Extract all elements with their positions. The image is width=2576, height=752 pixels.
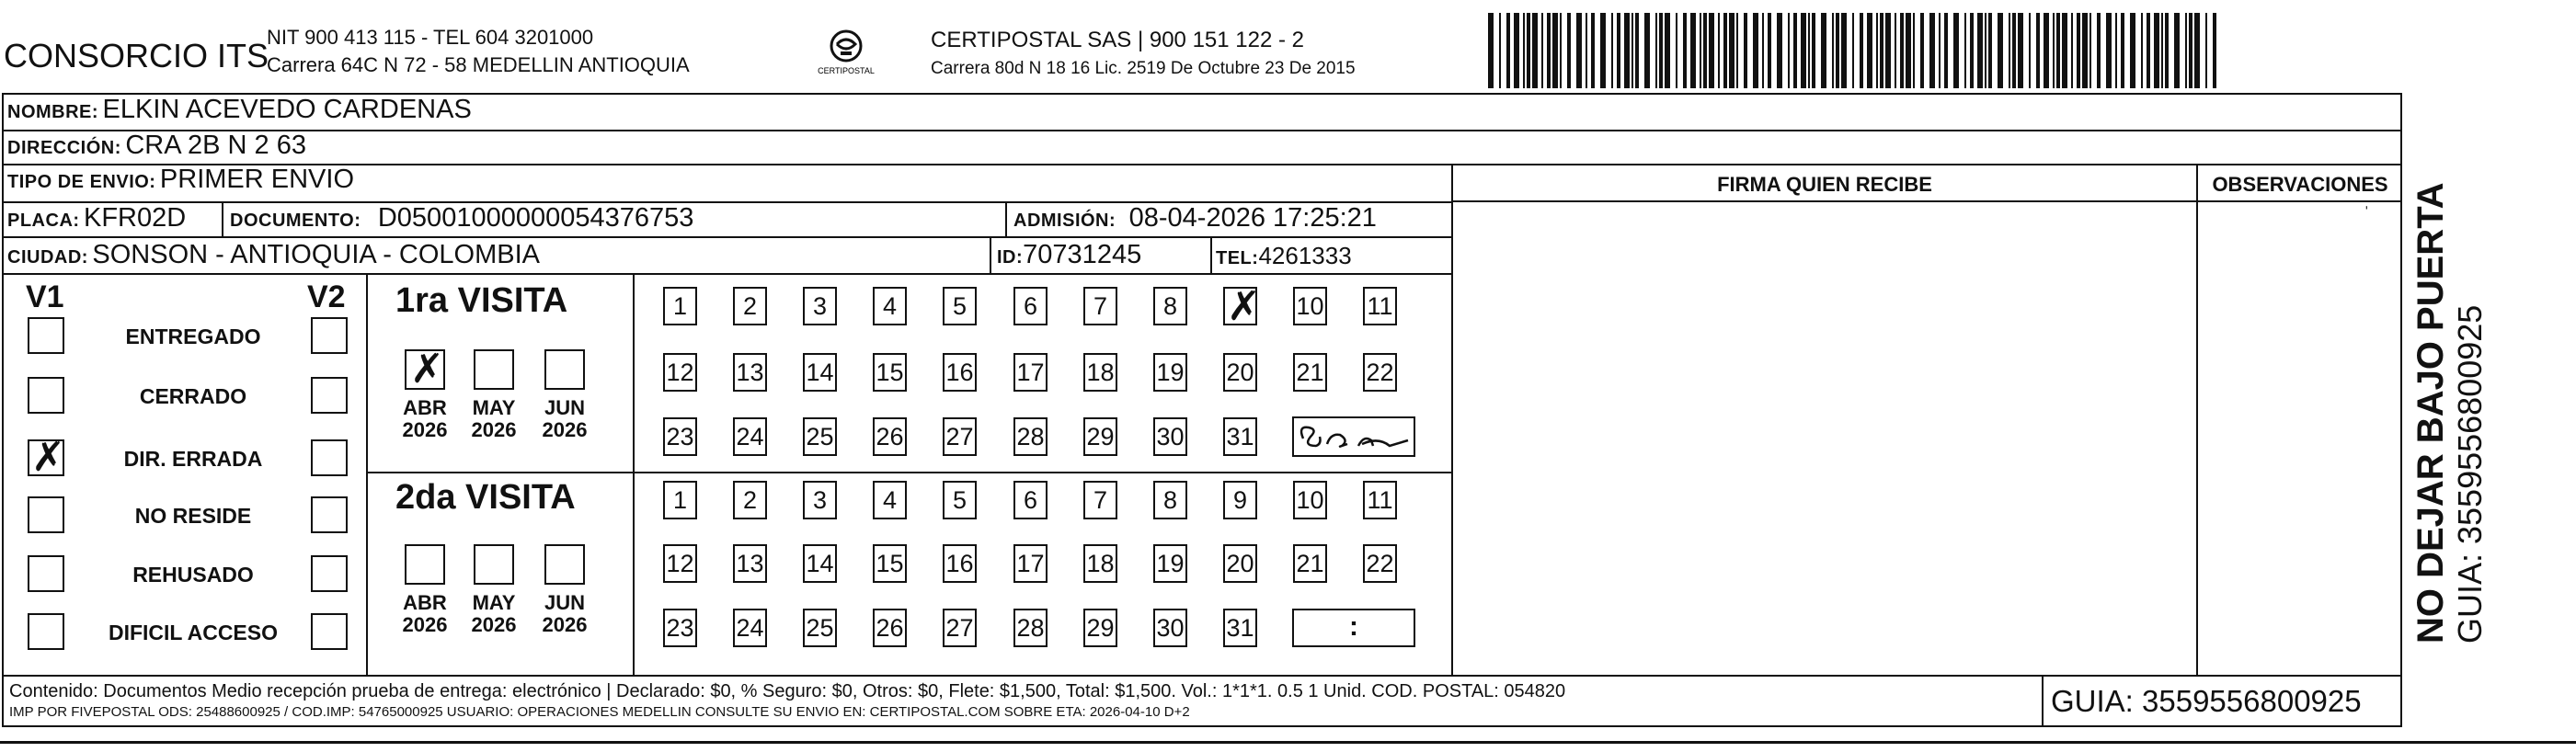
day-box-31[interactable]: 31 xyxy=(1223,609,1257,647)
barcode-bar xyxy=(2062,13,2067,88)
status-option-label: DIFICIL ACCESO xyxy=(108,621,278,644)
barcode-bar xyxy=(1576,13,1582,88)
visita1-time-box[interactable] xyxy=(1292,416,1415,457)
day-box-21[interactable]: 21 xyxy=(1293,544,1327,583)
footer-contenido: Contenido: Documentos Medio recepción prueba de entrega: electrónico | Declarado: $0, % Seguro: $0, Otros: $0, Flete: $1,500, Total: $1,500. Vol.: 1*1*1. 0.5 1 Unid. COD. POSTAL: 054820 xyxy=(9,681,1566,701)
month-checkbox[interactable] xyxy=(405,346,445,393)
day-box-10[interactable]: 10 xyxy=(1293,287,1327,325)
admision-row xyxy=(1013,203,1377,234)
direccion-row xyxy=(7,131,306,161)
day-box-26[interactable]: 26 xyxy=(873,609,907,647)
company-nit: NIT 900 413 115 - TEL 604 3201000 xyxy=(267,26,594,49)
documento-label: DOCUMENTO: xyxy=(230,211,361,231)
day-box-17[interactable]: 17 xyxy=(1013,353,1048,392)
day-box-14[interactable]: 14 xyxy=(803,353,837,392)
barcode-bar xyxy=(2089,13,2091,88)
barcode-bar xyxy=(1703,13,1707,88)
day-box-4[interactable]: 4 xyxy=(873,481,907,519)
divider xyxy=(222,201,223,236)
day-box-9[interactable]: 9 xyxy=(1223,481,1257,519)
side-warning: NO DEJAR BAJO PUERTA xyxy=(2410,182,2451,644)
day-box-4[interactable]: 4 xyxy=(873,287,907,325)
check-mark-icon: ✗ xyxy=(410,346,444,393)
barcode-bar xyxy=(2036,13,2040,88)
barcode-bar xyxy=(2029,13,2031,88)
status-option-label: CERRADO xyxy=(139,384,247,408)
day-box-12[interactable]: 12 xyxy=(663,353,697,392)
barcode-bar xyxy=(2056,13,2060,88)
barcode-bar xyxy=(1885,13,1891,88)
barcode-bar xyxy=(1560,13,1562,88)
bottom-rule xyxy=(0,741,2576,744)
barcode-bar xyxy=(1793,13,1797,88)
day-box-28[interactable]: 28 xyxy=(1013,609,1048,647)
day-box-18[interactable]: 18 xyxy=(1083,353,1117,392)
barcode-bar xyxy=(1736,13,1738,88)
barcode-bar xyxy=(2044,13,2049,88)
barcode-bar xyxy=(1586,13,1587,88)
day-box-27[interactable]: 27 xyxy=(943,417,977,456)
barcode-bar xyxy=(2121,13,2124,88)
barcode-bar xyxy=(1762,13,1764,88)
year-label: 2026 xyxy=(542,613,588,636)
day-box-20[interactable]: 20 xyxy=(1223,544,1257,583)
status-option-label: ENTREGADO xyxy=(125,325,261,348)
barcode-bar xyxy=(1939,13,1941,88)
barcode-bar xyxy=(2106,13,2112,88)
v2-checkbox[interactable] xyxy=(311,439,348,476)
day-box-24[interactable]: 24 xyxy=(733,609,767,647)
barcode-bar xyxy=(1985,13,1986,88)
barcode-bar xyxy=(1998,13,2003,88)
barcode-bar xyxy=(2147,13,2150,88)
day-box-14[interactable]: 14 xyxy=(803,544,837,583)
barcode-bar xyxy=(1690,13,1696,88)
firma-area[interactable] xyxy=(1453,202,2196,673)
day-box-5[interactable]: 5 xyxy=(943,481,977,519)
day-box-16[interactable]: 16 xyxy=(943,353,977,392)
documento-row xyxy=(230,203,693,234)
barcode-bar xyxy=(2174,13,2180,88)
month-label: MAY xyxy=(472,591,516,614)
day-box-7[interactable]: 7 xyxy=(1083,287,1117,325)
barcode-bar xyxy=(1644,13,1650,88)
divider xyxy=(1210,236,1212,273)
status-option-label: REHUSADO xyxy=(132,563,254,587)
barcode-bar xyxy=(1777,13,1782,88)
v1-checkbox[interactable] xyxy=(28,496,64,533)
barcode-bar xyxy=(1812,13,1815,88)
barcode-bar xyxy=(2115,13,2117,88)
v1-checkbox[interactable] xyxy=(28,613,64,650)
barcode-bar xyxy=(1600,13,1606,88)
barcode-bar xyxy=(1527,13,1530,88)
barcode-bar xyxy=(1906,13,1911,88)
month-label: ABR xyxy=(403,396,447,419)
day-box-26[interactable]: 26 xyxy=(873,417,907,456)
day-box-16[interactable]: 16 xyxy=(943,544,977,583)
day-box-23[interactable]: 23 xyxy=(663,609,697,647)
divider xyxy=(2,164,2402,165)
divider xyxy=(1005,201,1007,236)
day-box-10[interactable]: 10 xyxy=(1293,481,1327,519)
month-label: ABR xyxy=(403,591,447,614)
day-box-25[interactable]: 25 xyxy=(803,417,837,456)
barcode-bar xyxy=(1591,13,1595,88)
divider xyxy=(2,273,1451,275)
day-box-18[interactable]: 18 xyxy=(1083,544,1117,583)
barcode-bar xyxy=(2130,13,2135,88)
day-box-28[interactable]: 28 xyxy=(1013,417,1048,456)
month-checkbox[interactable] xyxy=(474,349,514,390)
v1-checkbox[interactable] xyxy=(28,317,64,354)
barcode xyxy=(1486,13,2222,88)
barcode-bar xyxy=(1753,13,1758,88)
barcode-bar xyxy=(1852,13,1854,88)
barcode-bar xyxy=(1988,13,1992,88)
barcode-bar xyxy=(1788,13,1790,88)
divider xyxy=(2,130,2402,131)
barcode-bar xyxy=(2165,13,2169,88)
v1-checkbox[interactable] xyxy=(28,434,65,481)
admision-value: 08-04-2026 17:25:21 xyxy=(1128,203,1377,233)
v1-checkbox[interactable] xyxy=(28,377,64,414)
barcode-bar xyxy=(2097,13,2101,88)
side-text xyxy=(2410,92,2489,644)
barcode-bar xyxy=(2154,13,2159,88)
visita1-divider xyxy=(633,273,635,472)
barcode-bar xyxy=(1880,13,1883,88)
day-box-22[interactable]: 22 xyxy=(1363,544,1397,583)
tel-row xyxy=(1216,242,1352,270)
barcode-bar xyxy=(1895,13,1896,88)
barcode-bar xyxy=(1532,13,1538,88)
company-address: Carrera 64C N 72 - 58 MEDELLIN ANTIOQUIA xyxy=(267,53,690,76)
barcode-bar xyxy=(1631,13,1633,88)
handwritten-time xyxy=(1294,418,1414,455)
id-label: ID: xyxy=(997,247,1024,268)
day-box-6[interactable]: 6 xyxy=(1013,481,1048,519)
day-box-3[interactable]: 3 xyxy=(803,287,837,325)
barcode-bar xyxy=(1683,13,1687,88)
observaciones-area[interactable] xyxy=(2198,202,2402,673)
barcode-bar xyxy=(2082,13,2088,88)
barcode-bar xyxy=(2071,13,2073,88)
v2-label: V2 xyxy=(307,279,346,314)
barcode-bar xyxy=(1506,13,1510,88)
barcode-bar xyxy=(1617,13,1620,88)
ciudad-value: SONSON - ANTIOQUIA - COLOMBIA xyxy=(92,240,541,269)
day-box-17[interactable]: 17 xyxy=(1013,544,1048,583)
barcode-bar xyxy=(1488,13,1494,88)
placa-value: KFR02D xyxy=(84,203,187,233)
barcode-bar xyxy=(2012,13,2016,88)
barcode-bar xyxy=(2213,13,2216,88)
visita2-time-box[interactable]: : xyxy=(1292,609,1415,647)
barcode-bar xyxy=(1709,13,1714,88)
visita2-divider xyxy=(633,472,635,675)
day-box-15[interactable]: 15 xyxy=(873,353,907,392)
side-guia: GUIA: 3559556800925 xyxy=(2451,304,2489,644)
v2-checkbox[interactable] xyxy=(311,317,348,354)
day-box-22[interactable]: 22 xyxy=(1363,353,1397,392)
barcode-bar xyxy=(1841,13,1847,88)
tel-value: 4261333 xyxy=(1258,242,1352,269)
status-right-border xyxy=(366,273,368,675)
barcode-bar xyxy=(1768,13,1771,88)
day-box-29[interactable]: 29 xyxy=(1083,609,1117,647)
day-box-29[interactable]: 29 xyxy=(1083,417,1117,456)
barcode-bar xyxy=(1659,13,1663,88)
certipostal-logo xyxy=(809,26,883,85)
barcode-bar xyxy=(1567,13,1571,88)
check-mark-icon: ✗ xyxy=(1227,283,1261,330)
day-box-1[interactable]: 1 xyxy=(663,287,697,325)
license-line: Carrera 80d N 18 16 Lic. 2519 De Octubre 23 De 2015 xyxy=(931,59,1356,78)
documento-value: D05001000000054376753 xyxy=(377,203,694,233)
day-box-13[interactable]: 13 xyxy=(733,353,767,392)
barcode-bar xyxy=(1801,13,1806,88)
day-box-13[interactable]: 13 xyxy=(733,544,767,583)
month-label: JUN xyxy=(544,591,585,614)
placa-label: PLACA: xyxy=(7,211,80,231)
day-box-9[interactable] xyxy=(1223,283,1261,330)
day-box-27[interactable]: 27 xyxy=(943,609,977,647)
v2-checkbox[interactable] xyxy=(311,377,348,414)
placa-row xyxy=(7,203,186,234)
year-label: 2026 xyxy=(542,418,588,441)
admision-label: ADMISIÓN: xyxy=(1013,211,1116,231)
barcode-bar xyxy=(1723,13,1727,88)
v2-checkbox[interactable] xyxy=(311,496,348,533)
tel-label: TEL: xyxy=(1216,248,1259,268)
visita1-title: 1ra VISITA xyxy=(395,281,568,320)
barcode-bar xyxy=(1876,13,1878,88)
month-label: JUN xyxy=(544,396,585,419)
v1-checkbox[interactable] xyxy=(28,555,64,592)
month-checkbox[interactable] xyxy=(544,544,585,585)
day-box-5[interactable]: 5 xyxy=(943,287,977,325)
barcode-bar xyxy=(2018,13,2023,88)
id-value: 70731245 xyxy=(1023,240,1142,269)
v2-checkbox[interactable] xyxy=(311,555,348,592)
barcode-bar xyxy=(1499,13,1501,88)
barcode-bar xyxy=(2141,13,2143,88)
barcode-bar xyxy=(1729,13,1735,88)
month-checkbox[interactable] xyxy=(405,544,445,585)
barcode-bar xyxy=(1655,13,1657,88)
day-box-7[interactable]: 7 xyxy=(1083,481,1117,519)
ciudad-row xyxy=(7,240,540,270)
day-box-19[interactable]: 19 xyxy=(1153,353,1187,392)
barcode-bar xyxy=(2009,13,2010,88)
barcode-bar xyxy=(1611,13,1613,88)
barcode-bar xyxy=(1953,13,1959,88)
barcode-bar xyxy=(1920,13,1924,88)
day-box-2[interactable]: 2 xyxy=(733,287,767,325)
barcode-bar xyxy=(1821,13,1826,88)
barcode-bar xyxy=(1913,13,1915,88)
barcode-bar xyxy=(2185,13,2187,88)
month-label: MAY xyxy=(472,396,516,419)
barcode-bar xyxy=(1635,13,1639,88)
day-box-8[interactable]: 8 xyxy=(1153,481,1187,519)
barcode-bar xyxy=(1808,13,1810,88)
barcode-bar xyxy=(1970,13,1974,88)
barcode-bar xyxy=(1547,13,1551,88)
day-box-2[interactable]: 2 xyxy=(733,481,767,519)
visita2-title: 2da VISITA xyxy=(395,478,576,517)
barcode-bar xyxy=(1977,13,1983,88)
day-box-20[interactable]: 20 xyxy=(1223,353,1257,392)
barcode-bar xyxy=(1514,13,1519,88)
day-box-30[interactable]: 30 xyxy=(1153,417,1187,456)
nombre-label: NOMBRE: xyxy=(7,102,99,122)
barcode-bar xyxy=(1832,13,1834,88)
day-box-11[interactable]: 11 xyxy=(1363,287,1397,325)
barcode-bar xyxy=(1541,13,1543,88)
tipo-row xyxy=(7,165,354,195)
year-label: 2026 xyxy=(471,418,517,441)
barcode-bar xyxy=(1744,13,1747,88)
barcode-bar xyxy=(1836,13,1839,88)
day-box-31[interactable]: 31 xyxy=(1223,417,1257,456)
barcode-bar xyxy=(1676,13,1677,88)
divider xyxy=(2042,675,2044,727)
day-box-6[interactable]: 6 xyxy=(1013,287,1048,325)
day-box-1[interactable]: 1 xyxy=(663,481,697,519)
barcode-bar xyxy=(2053,13,2055,88)
barcode-bar xyxy=(2194,13,2200,88)
company-name: CONSORCIO ITS xyxy=(4,37,269,74)
month-checkbox[interactable] xyxy=(474,544,514,585)
divider xyxy=(2,236,1451,238)
check-mark-icon: ✗ xyxy=(31,434,65,481)
day-box-11[interactable]: 11 xyxy=(1363,481,1397,519)
id-row xyxy=(997,240,1141,270)
barcode-bar xyxy=(1665,13,1670,88)
barcode-bar xyxy=(1929,13,1935,88)
barcode-bar xyxy=(1964,13,1966,88)
certipostal-line: CERTIPOSTAL SAS | 900 151 122 - 2 xyxy=(931,28,1304,52)
nombre-value: ELKIN ACEVEDO CARDENAS xyxy=(102,95,472,124)
year-label: 2026 xyxy=(402,613,448,636)
barcode-bar xyxy=(1718,13,1720,88)
barcode-bar xyxy=(1552,13,1558,88)
divider xyxy=(366,472,1451,473)
day-box-24[interactable]: 24 xyxy=(733,417,767,456)
day-box-30[interactable]: 30 xyxy=(1153,609,1187,647)
barcode-bar xyxy=(1900,13,1904,88)
status-option-label: NO RESIDE xyxy=(134,504,252,528)
observaciones-label: OBSERVACIONES xyxy=(2212,173,2388,196)
day-box-8[interactable]: 8 xyxy=(1153,287,1187,325)
footer-imp: IMP POR FIVEPOSTAL ODS: 25488600925 / COD.IMP: 54765000925 USUARIO: OPERACIONES MEDELLIN CONSULTE SU ENVIO EN: CERTIPOSTAL.COM SOBRE ETA: 2026-04-10 D+2 xyxy=(9,704,1190,720)
year-label: 2026 xyxy=(402,418,448,441)
v2-checkbox[interactable] xyxy=(311,613,348,650)
barcode-bar xyxy=(2205,13,2207,88)
nombre-row xyxy=(7,95,472,125)
tipo-value: PRIMER ENVIO xyxy=(159,165,355,194)
day-box-15[interactable]: 15 xyxy=(873,544,907,583)
direccion-label: DIRECCIÓN: xyxy=(7,138,121,158)
obs-mark: ˈ xyxy=(2364,204,2370,224)
barcode-bar xyxy=(1523,13,1525,88)
barcode-bar xyxy=(1944,13,1948,88)
status-option-label: DIR. ERRADA xyxy=(123,447,263,471)
day-box-19[interactable]: 19 xyxy=(1153,544,1187,583)
day-box-3[interactable]: 3 xyxy=(803,481,837,519)
barcode-bar xyxy=(1867,13,1872,88)
barcode-bar xyxy=(1860,13,1863,88)
barcode-bar xyxy=(2077,13,2080,88)
tipo-label: TIPO DE ENVIO: xyxy=(7,172,156,192)
month-checkbox[interactable] xyxy=(544,349,585,390)
barcode-bar xyxy=(1700,13,1701,88)
barcode-bar xyxy=(2189,13,2192,88)
firma-label: FIRMA QUIEN RECIBE xyxy=(1717,173,1932,196)
day-box-23[interactable]: 23 xyxy=(663,417,697,456)
day-box-12[interactable]: 12 xyxy=(663,544,697,583)
direccion-value: CRA 2B N 2 63 xyxy=(125,131,306,160)
logo-caption: CERTIPOSTAL xyxy=(818,66,875,75)
barcode-bar xyxy=(2161,13,2163,88)
barcode-bar xyxy=(1624,13,1630,88)
v1-label: V1 xyxy=(26,279,64,314)
day-box-21[interactable]: 21 xyxy=(1293,353,1327,392)
divider xyxy=(990,236,991,273)
year-label: 2026 xyxy=(471,613,517,636)
ciudad-label: CIUDAD: xyxy=(7,247,88,268)
footer-guia: GUIA: 3559556800925 xyxy=(2051,684,2362,718)
day-box-25[interactable]: 25 xyxy=(803,609,837,647)
